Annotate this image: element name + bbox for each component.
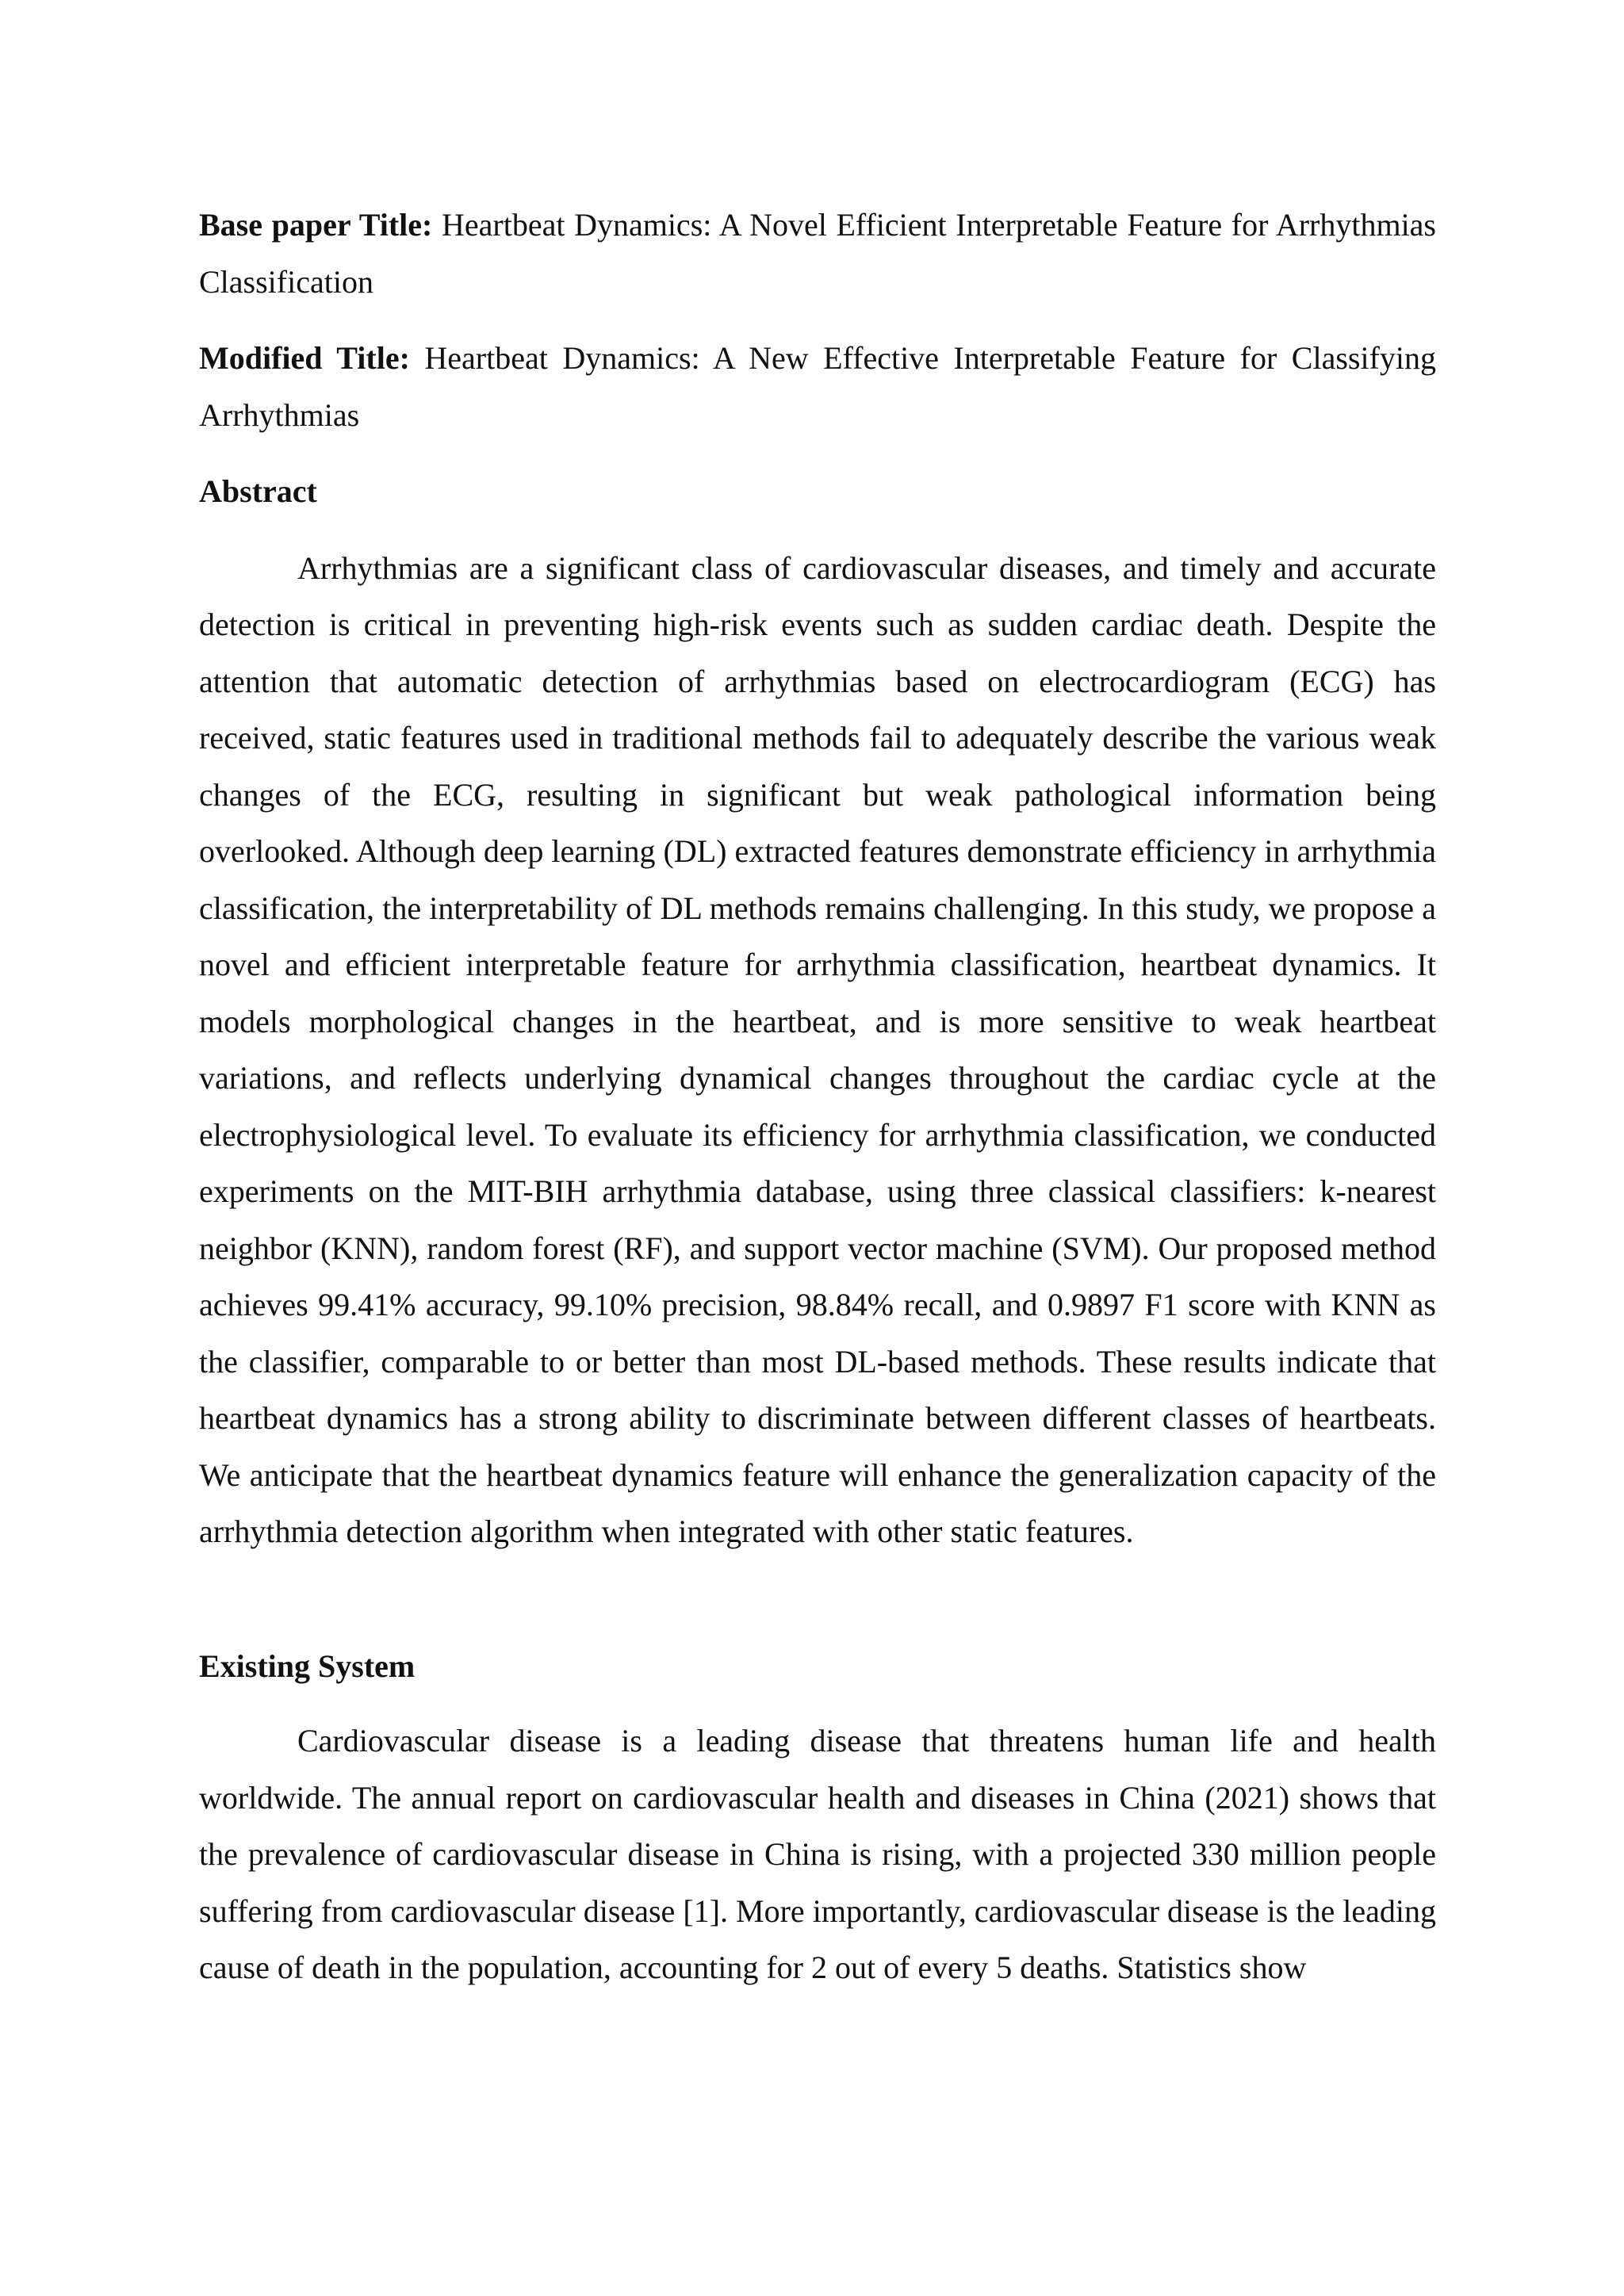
document-page bbox=[199, 197, 1436, 1996]
base-paper-title bbox=[199, 197, 1436, 310]
existing-system-heading: Existing System bbox=[199, 1647, 416, 1684]
abstract-body: Arrhythmias are a significant class of cardiovascular diseases, and timely and accurate detection is critical in preventing high-risk events such as sudden cardiac death. Despite the attention that automatic detection of arrhythmias based on electrocardiogram (ECG) has received, static features used in traditional methods fail to adequately describe the various weak changes of the ECG, resulting in significant but weak pathological information being overlooked. Although deep learning (DL) extracted features demonstrate efficiency in arrhythmia classification, the interpretability of DL methods remains challenging. In this study, we propose a novel and efficient interpretable feature for arrhythmia classification, heartbeat dynamics. It models morphological changes in the heartbeat, and is more sensitive to weak heartbeat variations, and reflects underlying dynamical changes throughout the cardiac cycle at the electrophysiological level. To evaluate its efficiency for arrhythmia classification, we conducted experiments on the MIT-BIH arrhythmia database, using three classical classifiers: k-nearest neighbor (KNN), random forest (RF), and support vector machine (SVM). Our proposed method achieves 99.41% accuracy, 99.10% precision, 98.84% recall, and 0.9897 F1 score with KNN as the classifier, comparable to or better than most DL-based methods. These results indicate that heartbeat dynamics has a strong ability to discriminate between different classes of heartbeats. We anticipate that the heartbeat dynamics feature will enhance the generalization capacity of the arrhythmia detection algorithm when integrated with other static features. bbox=[199, 549, 1436, 1549]
existing-system-body: Cardiovascular disease is a leading disease that threatens human life and health worldwide. The annual report on cardiovascular health and diseases in China (2021) shows that the prevalence of cardiovascular disease in China is rising, with a projected 330 million people suffering from cardiovascular disease [1]. More importantly, cardiovascular disease is the leading cause of death in the population, accounting for 2 out of every 5 deaths. Statistics show bbox=[199, 1723, 1436, 1985]
base-paper-title-text: Heartbeat Dynamics: A Novel Efficient Interpretable Feature for Arrhythmias Classification bbox=[199, 207, 1436, 300]
abstract-heading: Abstract bbox=[199, 473, 317, 509]
section-spacer bbox=[199, 1560, 1436, 1638]
modified-title-label: Modified Title: bbox=[199, 340, 410, 376]
base-paper-title-label: Base paper Title: bbox=[199, 207, 433, 243]
modified-title bbox=[199, 330, 1436, 443]
modified-title-text: Heartbeat Dynamics: A New Effective Interpretable Feature for Classifying Arrhythmias bbox=[199, 340, 1437, 433]
